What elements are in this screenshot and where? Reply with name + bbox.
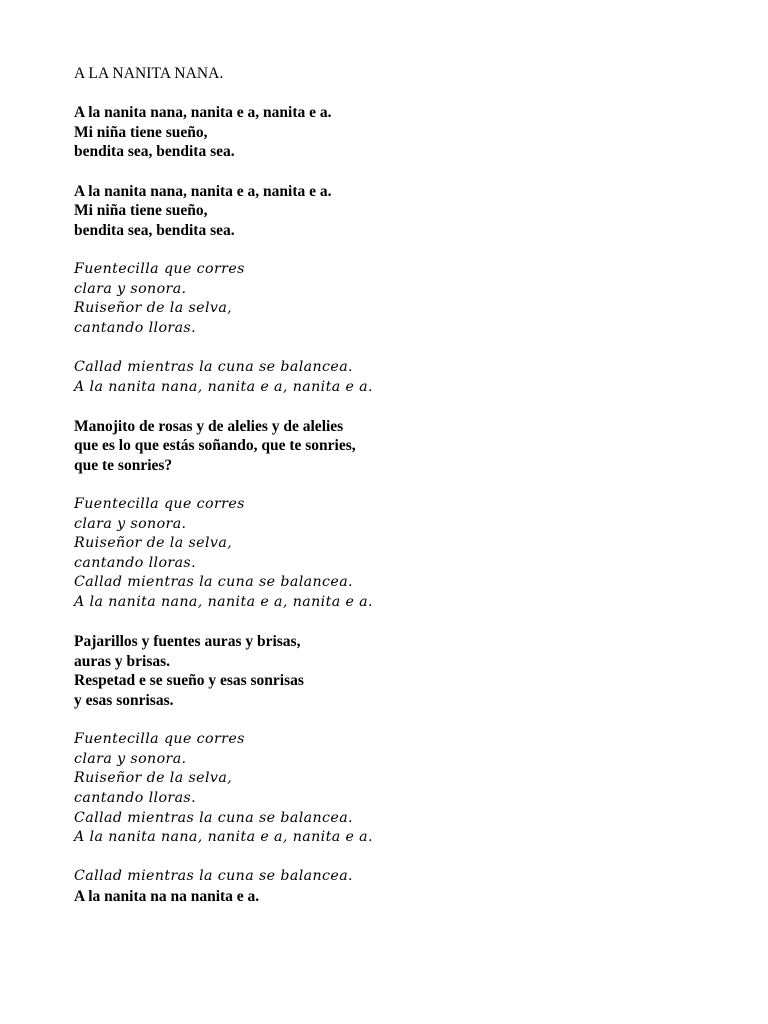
lyric-line: Callad mientras la cuna se balancea. bbox=[74, 809, 353, 826]
lyric-line: Fuentecilla que corres bbox=[74, 496, 245, 513]
stanza-7 bbox=[74, 632, 734, 710]
lyric-line: Fuentecilla que corres bbox=[74, 731, 245, 748]
stanza-2 bbox=[74, 182, 734, 241]
lyrics-body bbox=[74, 103, 734, 906]
lyric-line: Ruiseñor de la selva, bbox=[74, 770, 233, 787]
lyric-line: y esas sonrisas. bbox=[74, 692, 174, 709]
lyric-line: bendita sea, bendita sea. bbox=[74, 221, 235, 239]
lyric-line: Mi niña tiene sueño, bbox=[74, 123, 208, 141]
lyric-line: Pajarillos y fuentes auras y brisas, bbox=[74, 633, 301, 651]
lyric-line: Respetad e se sueño y esas sonrisas bbox=[74, 672, 304, 690]
lyric-line: A la nanita nana, nanita e a, nanita e a. bbox=[74, 104, 332, 122]
stanza-1 bbox=[74, 103, 734, 162]
lyric-line: Mi niña tiene sueño, bbox=[74, 202, 208, 220]
stanza-4 bbox=[74, 358, 734, 397]
lyric-line: A la nanita nana, nanita e a, nanita e a. bbox=[74, 182, 332, 200]
lyric-line: clara y sonora. bbox=[74, 750, 187, 767]
stanza-5 bbox=[74, 417, 734, 476]
lyric-line: A la nanita nana, nanita e a, nanita e a. bbox=[74, 594, 373, 611]
lyric-line: Callad mientras la cuna se balancea. bbox=[74, 574, 353, 591]
lyric-line: Manojito de rosas y de alelies y de alelies bbox=[74, 417, 344, 435]
lyric-line: que es lo que estás soñando, que te sonries, bbox=[74, 437, 356, 455]
lyric-line: que te sonries? bbox=[74, 456, 173, 474]
lyric-line: Callad mientras la cuna se balancea. bbox=[74, 868, 353, 885]
lyric-line: Ruiseñor de la selva, bbox=[74, 300, 233, 317]
lyric-line: cantando lloras. bbox=[74, 554, 197, 571]
lyric-line: auras y brisas. bbox=[74, 652, 171, 670]
lyric-line: bendita sea, bendita sea. bbox=[74, 143, 235, 161]
lyric-line: A la nanita nana, nanita e a, nanita e a. bbox=[74, 378, 373, 395]
stanza-3 bbox=[74, 260, 734, 338]
stanza-6 bbox=[74, 495, 734, 613]
lyric-line: Callad mientras la cuna se balancea. bbox=[74, 358, 353, 375]
lyric-line: A la nanita na na nanita e a. bbox=[74, 887, 260, 905]
document-page bbox=[74, 64, 734, 926]
lyric-line: cantando lloras. bbox=[74, 789, 197, 806]
lyric-line: clara y sonora. bbox=[74, 280, 187, 297]
lyric-line: Ruiseñor de la selva, bbox=[74, 535, 233, 552]
lyric-line: clara y sonora. bbox=[74, 515, 187, 532]
lyric-line: A la nanita nana, nanita e a, nanita e a. bbox=[74, 829, 373, 846]
stanza-9 bbox=[74, 867, 734, 906]
stanza-8 bbox=[74, 730, 734, 848]
song-title: A LA NANITA NANA. bbox=[74, 65, 224, 82]
lyric-line: Fuentecilla que corres bbox=[74, 260, 245, 277]
lyric-line: cantando lloras. bbox=[74, 319, 197, 336]
